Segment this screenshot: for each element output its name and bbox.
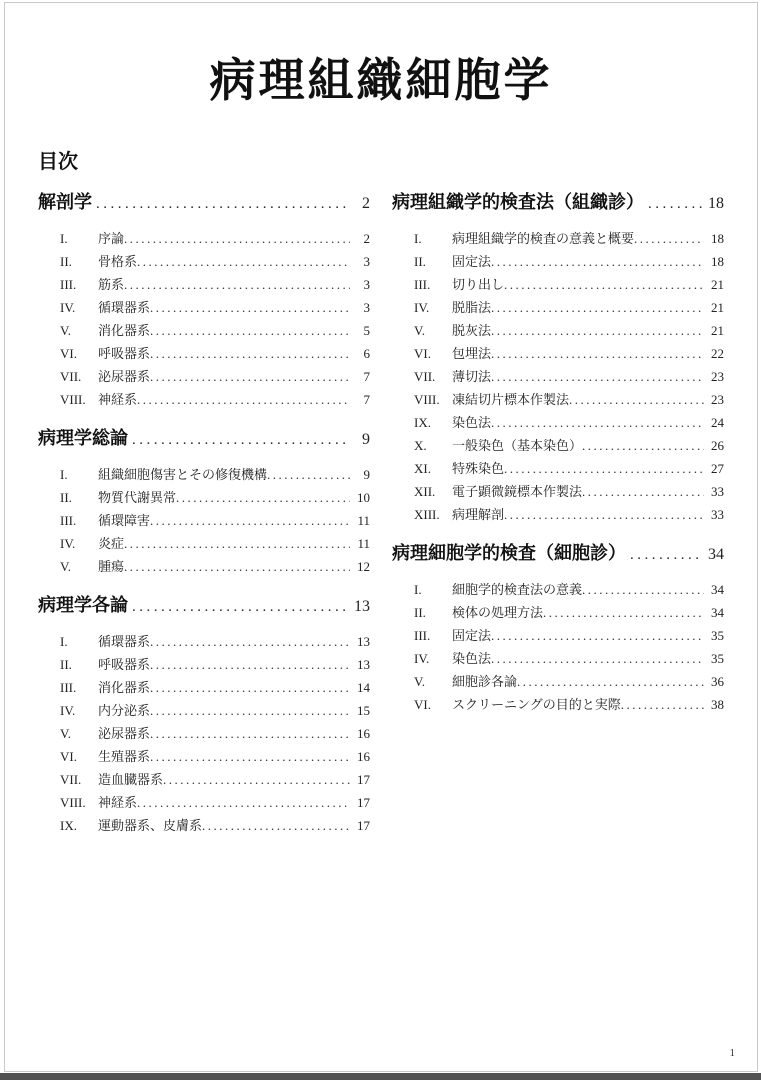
toc-column-right xyxy=(392,175,724,716)
toc-entry xyxy=(38,630,370,653)
toc-entry-label: 呼吸器系 xyxy=(98,346,151,361)
toc-entry-label: 包埋法 xyxy=(452,346,492,361)
toc-entry-numeral: II. xyxy=(414,254,426,269)
toc-entry xyxy=(392,319,724,342)
toc-entry-label: 特殊染色 xyxy=(452,461,505,476)
toc-section-title: 病理組織学的検査法（組織診） xyxy=(392,192,644,212)
dot-leader xyxy=(543,601,704,624)
toc-entry-label: 泌尿器系 xyxy=(98,369,151,384)
toc-section-heading xyxy=(38,423,370,455)
toc-entry-label: スクリーニングの目的と実際 xyxy=(452,697,621,712)
toc-entry-page: 36 xyxy=(711,674,724,689)
toc-entry-page: 16 xyxy=(357,726,370,741)
toc-entry-label: 固定法 xyxy=(452,254,492,269)
dot-leader xyxy=(634,227,704,250)
toc-entry-label: 組織細胞傷害とその修復機構 xyxy=(98,467,268,482)
toc-entry-numeral: IV. xyxy=(60,536,76,551)
toc-entry-numeral: VIII. xyxy=(414,392,440,407)
dot-leader xyxy=(517,670,704,693)
toc-entry-label: 一般染色（基本染色） xyxy=(452,438,583,453)
toc-entry xyxy=(392,365,724,388)
dot-leader xyxy=(582,480,704,503)
toc-entry-numeral: VII. xyxy=(60,772,82,787)
dot-leader xyxy=(150,296,350,319)
toc-heading: 目次 xyxy=(38,151,78,173)
toc-entry-page: 7 xyxy=(363,369,370,384)
toc-entry-label: 造血臓器系 xyxy=(98,772,164,787)
toc-entry-label: 細胞学的検査法の意義 xyxy=(452,582,583,597)
document-title: 病理組織細胞学 xyxy=(209,55,553,106)
toc-entry-page: 35 xyxy=(711,628,724,643)
dot-leader xyxy=(137,388,350,411)
dot-leader xyxy=(150,319,350,342)
toc-section-page: 18 xyxy=(708,195,724,212)
toc-entry-label: 凍結切片標本作製法 xyxy=(452,392,570,407)
dot-leader xyxy=(124,273,350,296)
toc-entry-numeral: XI. xyxy=(414,461,431,476)
toc-entry xyxy=(392,647,724,670)
toc-entry xyxy=(38,342,370,365)
toc-section-title: 病理学総論 xyxy=(38,428,128,448)
toc-entry-numeral: VI. xyxy=(60,346,77,361)
toc-entry-label: 炎症 xyxy=(98,536,125,551)
toc-entry-label: 病理解剖 xyxy=(452,507,505,522)
dot-leader xyxy=(124,555,350,578)
toc-entry-label: 循環器系 xyxy=(98,634,151,649)
toc-entry-label: 腫瘍 xyxy=(98,559,125,574)
dot-leader xyxy=(96,189,350,219)
toc-section-heading xyxy=(38,590,370,622)
toc-entry xyxy=(392,624,724,647)
toc-entry-label: 薄切法 xyxy=(452,369,492,384)
toc-entry-page: 26 xyxy=(711,438,724,453)
dot-leader xyxy=(132,592,348,622)
toc-entry-page: 35 xyxy=(711,651,724,666)
toc-entry-numeral: VIII. xyxy=(60,795,86,810)
toc-entry-numeral: VII. xyxy=(414,369,436,384)
toc-entry-numeral: II. xyxy=(60,490,72,505)
toc-entry-numeral: IX. xyxy=(414,415,431,430)
toc-entry-label: 検体の処理方法 xyxy=(452,605,544,620)
dot-leader xyxy=(504,503,704,526)
dot-leader xyxy=(137,250,350,273)
dot-leader xyxy=(150,630,350,653)
toc-entry xyxy=(38,509,370,532)
toc-entry-numeral: VI. xyxy=(414,346,431,361)
toc-entry-page: 18 xyxy=(711,231,724,246)
dot-leader xyxy=(150,676,350,699)
toc-section-title: 病理細胞学的検査（細胞診） xyxy=(392,543,626,563)
toc-entry-page: 5 xyxy=(363,323,370,338)
dot-leader xyxy=(504,273,704,296)
toc-entry xyxy=(38,532,370,555)
dot-leader xyxy=(150,653,350,676)
toc-entry-label: 泌尿器系 xyxy=(98,726,151,741)
dot-leader xyxy=(150,699,350,722)
toc-entry-label: 染色法 xyxy=(452,415,492,430)
toc-entry-numeral: V. xyxy=(60,323,71,338)
toc-entry-numeral: III. xyxy=(60,680,77,695)
toc-entry xyxy=(392,578,724,601)
toc-entry-label: 物質代謝異常 xyxy=(98,490,177,505)
dot-leader xyxy=(176,486,350,509)
toc-entry-numeral: III. xyxy=(414,628,431,643)
toc-entry xyxy=(392,342,724,365)
dot-leader xyxy=(582,578,704,601)
toc-entry-numeral: IV. xyxy=(414,651,430,666)
toc-entry-numeral: V. xyxy=(60,559,71,574)
toc-entry-page: 17 xyxy=(357,795,370,810)
toc-entry-page: 12 xyxy=(357,559,370,574)
toc-entry-page: 13 xyxy=(357,657,370,672)
toc-entry-numeral: VIII. xyxy=(60,392,86,407)
dot-leader xyxy=(150,509,350,532)
toc-entry-numeral: V. xyxy=(60,726,71,741)
toc-entry-page: 11 xyxy=(357,513,370,528)
toc-entry xyxy=(38,555,370,578)
toc-entry-page: 13 xyxy=(357,634,370,649)
toc-entry xyxy=(392,503,724,526)
toc-entry-label: 筋系 xyxy=(98,277,125,292)
toc-entry xyxy=(38,273,370,296)
toc-entry-numeral: VI. xyxy=(60,749,77,764)
dot-leader xyxy=(202,814,350,837)
dot-leader xyxy=(504,457,704,480)
dot-leader xyxy=(491,250,704,273)
dot-leader xyxy=(124,227,350,250)
toc-entry-page: 18 xyxy=(711,254,724,269)
dot-leader xyxy=(150,745,350,768)
toc-entry-page: 34 xyxy=(711,582,724,597)
bottom-bar xyxy=(0,1073,761,1080)
toc-section-title: 解剖学 xyxy=(38,192,92,212)
toc-section-heading xyxy=(392,538,724,570)
toc-entry xyxy=(38,814,370,837)
dot-leader xyxy=(491,296,704,319)
toc-entry xyxy=(38,486,370,509)
toc-entry-numeral: XIII. xyxy=(414,507,440,522)
toc-entry-label: 脱灰法 xyxy=(452,323,492,338)
toc-entry-numeral: V. xyxy=(414,674,425,689)
toc-entry-label: 切り出し xyxy=(452,277,505,292)
toc-entry-numeral: IV. xyxy=(414,300,430,315)
dot-leader xyxy=(648,189,702,219)
toc-entry xyxy=(38,653,370,676)
toc-entry xyxy=(38,768,370,791)
dot-leader xyxy=(491,411,704,434)
document-page xyxy=(4,2,758,1072)
toc-entry-page: 17 xyxy=(357,818,370,833)
toc-entry-numeral: VII. xyxy=(60,369,82,384)
toc-entry-page: 2 xyxy=(363,231,370,246)
toc-entry-numeral: III. xyxy=(414,277,431,292)
toc-entry xyxy=(38,227,370,250)
toc-entry-numeral: II. xyxy=(414,605,426,620)
dot-leader xyxy=(267,463,350,486)
toc-entry-label: 運動器系、皮膚系 xyxy=(98,818,203,833)
toc-entry-label: 循環障害 xyxy=(98,513,151,528)
dot-leader xyxy=(621,693,704,716)
toc-section-title: 病理学各論 xyxy=(38,595,128,615)
toc-entry-page: 6 xyxy=(363,346,370,361)
toc-entry-numeral: IX. xyxy=(60,818,77,833)
toc-entry-page: 24 xyxy=(711,415,724,430)
dot-leader xyxy=(491,342,704,365)
toc-entry-numeral: III. xyxy=(60,513,77,528)
toc-entry-label: 骨格系 xyxy=(98,254,138,269)
toc-entry xyxy=(392,601,724,624)
dot-leader xyxy=(163,768,350,791)
toc-entry-page: 22 xyxy=(711,346,724,361)
toc-entry-page: 33 xyxy=(711,507,724,522)
toc-entry-page: 21 xyxy=(711,323,724,338)
toc-entry-page: 11 xyxy=(357,536,370,551)
toc-entry-label: 呼吸器系 xyxy=(98,657,151,672)
toc-entry xyxy=(38,296,370,319)
toc-entry-label: 脱脂法 xyxy=(452,300,492,315)
toc-entry-numeral: IV. xyxy=(60,703,76,718)
toc-entry-label: 生殖器系 xyxy=(98,749,151,764)
toc-entry-numeral: IV. xyxy=(60,300,76,315)
toc-entry-page: 15 xyxy=(357,703,370,718)
toc-entry-page: 3 xyxy=(363,300,370,315)
toc-entry-numeral: III. xyxy=(60,277,77,292)
dot-leader xyxy=(150,365,350,388)
dot-leader xyxy=(137,791,350,814)
toc-entry xyxy=(38,365,370,388)
toc-entry xyxy=(392,457,724,480)
toc-entry-page: 23 xyxy=(711,369,724,384)
toc-entry-page: 34 xyxy=(711,605,724,620)
dot-leader xyxy=(150,722,350,745)
page-number: 1 xyxy=(729,1047,735,1059)
toc-entry-numeral: XII. xyxy=(414,484,436,499)
toc-entry-label: 神経系 xyxy=(98,795,138,810)
toc-entry xyxy=(38,463,370,486)
toc-entry-page: 21 xyxy=(711,277,724,292)
toc-columns xyxy=(38,175,724,837)
toc-entry-label: 電子顕微鏡標本作製法 xyxy=(452,484,583,499)
dot-leader xyxy=(491,319,704,342)
toc-entry xyxy=(392,434,724,457)
toc-entry xyxy=(392,411,724,434)
toc-entry xyxy=(392,693,724,716)
toc-entry-label: 染色法 xyxy=(452,651,492,666)
dot-leader xyxy=(630,540,702,570)
toc-entry-page: 9 xyxy=(363,467,370,482)
toc-entry-label: 消化器系 xyxy=(98,680,151,695)
toc-entry-page: 27 xyxy=(711,461,724,476)
toc-entry xyxy=(38,319,370,342)
toc-entry-label: 内分泌系 xyxy=(98,703,151,718)
toc-entry-numeral: I. xyxy=(60,231,68,246)
toc-entry xyxy=(392,670,724,693)
toc-entry-label: 神経系 xyxy=(98,392,138,407)
toc-entry-label: 序論 xyxy=(98,231,125,246)
toc-section-page: 9 xyxy=(362,431,370,448)
toc-entry xyxy=(38,722,370,745)
toc-entry xyxy=(38,699,370,722)
toc-column-left xyxy=(38,175,370,837)
toc-section-heading xyxy=(38,187,370,219)
toc-entry-page: 17 xyxy=(357,772,370,787)
toc-entry-numeral: X. xyxy=(414,438,427,453)
toc-entry-page: 16 xyxy=(357,749,370,764)
toc-entry xyxy=(38,250,370,273)
toc-entry-label: 細胞診各論 xyxy=(452,674,518,689)
toc-entry xyxy=(392,250,724,273)
toc-entry-page: 7 xyxy=(363,392,370,407)
dot-leader xyxy=(491,365,704,388)
toc-entry-page: 3 xyxy=(363,277,370,292)
toc-entry xyxy=(392,273,724,296)
toc-section-page: 13 xyxy=(354,598,370,615)
toc-entry-numeral: I. xyxy=(60,467,68,482)
dot-leader xyxy=(491,624,704,647)
toc-entry xyxy=(392,227,724,250)
toc-section-page: 34 xyxy=(708,546,724,563)
toc-entry-numeral: II. xyxy=(60,254,72,269)
dot-leader xyxy=(491,647,704,670)
toc-entry xyxy=(392,296,724,319)
toc-entry xyxy=(38,676,370,699)
toc-entry-numeral: I. xyxy=(414,231,422,246)
toc-entry-label: 循環器系 xyxy=(98,300,151,315)
dot-leader xyxy=(124,532,350,555)
toc-entry-page: 38 xyxy=(711,697,724,712)
toc-entry-page: 3 xyxy=(363,254,370,269)
toc-entry-numeral: V. xyxy=(414,323,425,338)
toc-section-heading xyxy=(392,187,724,219)
toc-entry-numeral: I. xyxy=(60,634,68,649)
toc-entry xyxy=(38,388,370,411)
toc-entry-label: 病理組織学的検査の意義と概要 xyxy=(452,231,635,246)
toc-entry-page: 33 xyxy=(711,484,724,499)
toc-entry xyxy=(392,388,724,411)
dot-leader xyxy=(132,425,350,455)
toc-entry-label: 消化器系 xyxy=(98,323,151,338)
toc-entry-label: 固定法 xyxy=(452,628,492,643)
toc-entry-numeral: II. xyxy=(60,657,72,672)
toc-entry xyxy=(392,480,724,503)
dot-leader xyxy=(150,342,350,365)
toc-entry-page: 10 xyxy=(357,490,370,505)
toc-entry-numeral: VI. xyxy=(414,697,431,712)
toc-entry xyxy=(38,745,370,768)
toc-entry-page: 21 xyxy=(711,300,724,315)
toc-entry-numeral: I. xyxy=(414,582,422,597)
dot-leader xyxy=(569,388,704,411)
toc-entry-page: 23 xyxy=(711,392,724,407)
toc-entry xyxy=(38,791,370,814)
toc-entry-page: 14 xyxy=(357,680,370,695)
toc-section-page: 2 xyxy=(362,195,370,212)
dot-leader xyxy=(582,434,704,457)
